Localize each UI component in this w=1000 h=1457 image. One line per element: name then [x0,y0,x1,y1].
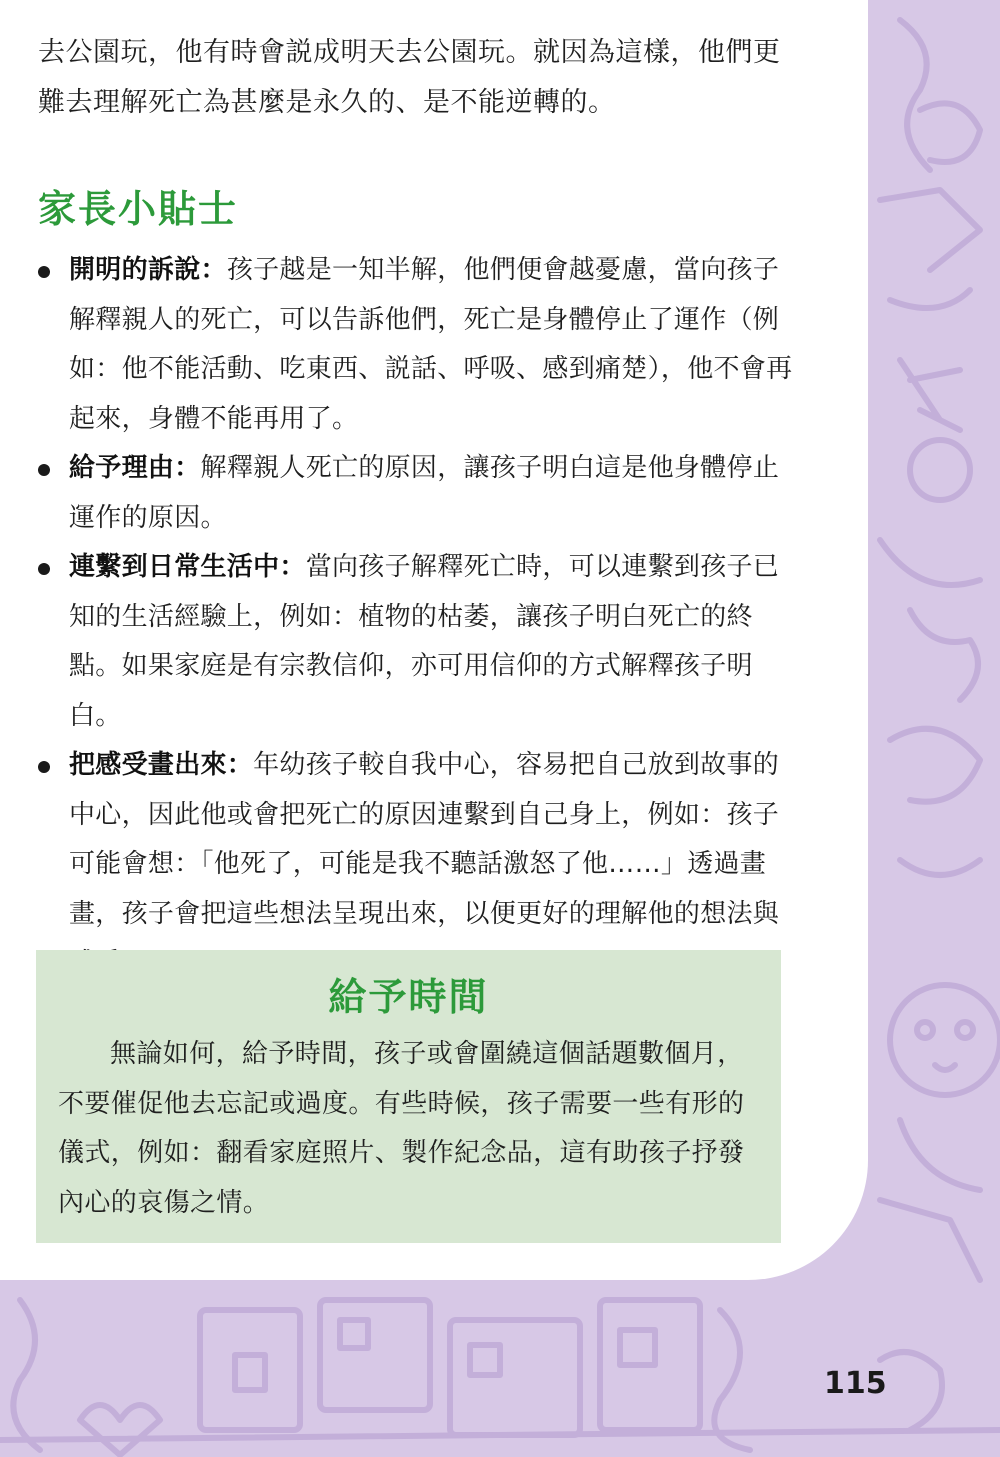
bullet-icon [38,266,50,278]
give-time-box [36,950,781,1243]
tip-heading: 把感受畫出來： [69,750,254,780]
tip-item [38,543,798,741]
tip-text: 解釋親人死亡的原因，讓孩子明白這是他身體停止運作的原因。 [69,453,780,533]
bullet-icon [38,464,50,476]
box-body: 無論如何，給予時間，孩子或會圍繞這個話題數個月，不要催促他去忘記或過度。有些時候，孩子需要一些有形的儀式，例如：翻看家庭照片、製作紀念品，這有助孩子抒發內心的哀傷之情。 [58,1039,745,1218]
tip-item [38,246,798,444]
intro-paragraph: 去公園玩，他有時會説成明天去公園玩。就因為這樣，他們更難去理解死亡為甚麼是永久的、是不能逆轉的。 [38,37,781,118]
tip-text: 年幼孩子較自我中心，容易把自己放到故事的中心，因此他或會把死亡的原因連繫到自己身上，例如：孩子可能會想：「他死了，可能是我不聽話激怒了他……」透過畫畫，孩子會把這些想法呈現出來，以便更好的理解他的想法與 [69,750,780,929]
tip-text: 當向孩子解釋死亡時，可以連繫到孩子已知的生活經驗上，例如：植物的枯萎，讓孩子明白死亡的終點。如果家庭是有宗教信仰，亦可用信仰的方式解釋孩子明白。 [69,552,780,731]
box-title: 給予時間 [328,975,489,1019]
tip-text: 孩子越是一知半解，他們便會越憂慮，當向孩子解釋親人的死亡，可以告訴他們，死亡是身體停止了運作（例如：他不能活動、吃東西、説話、呼吸、感到痛楚），他不會再起來，身體不能再用了。 [69,255,793,434]
tip-item [38,444,798,543]
tip-heading: 開明的訴說： [69,255,227,285]
tips-heading: 家長小貼士 [38,187,239,231]
tip-heading: 連繫到日常生活中： [69,552,306,582]
bullet-icon [38,761,50,773]
tips-list [38,246,798,989]
tip-heading: 給予理由： [69,453,201,483]
page-number: 115 [824,1366,887,1401]
bullet-icon [38,563,50,575]
